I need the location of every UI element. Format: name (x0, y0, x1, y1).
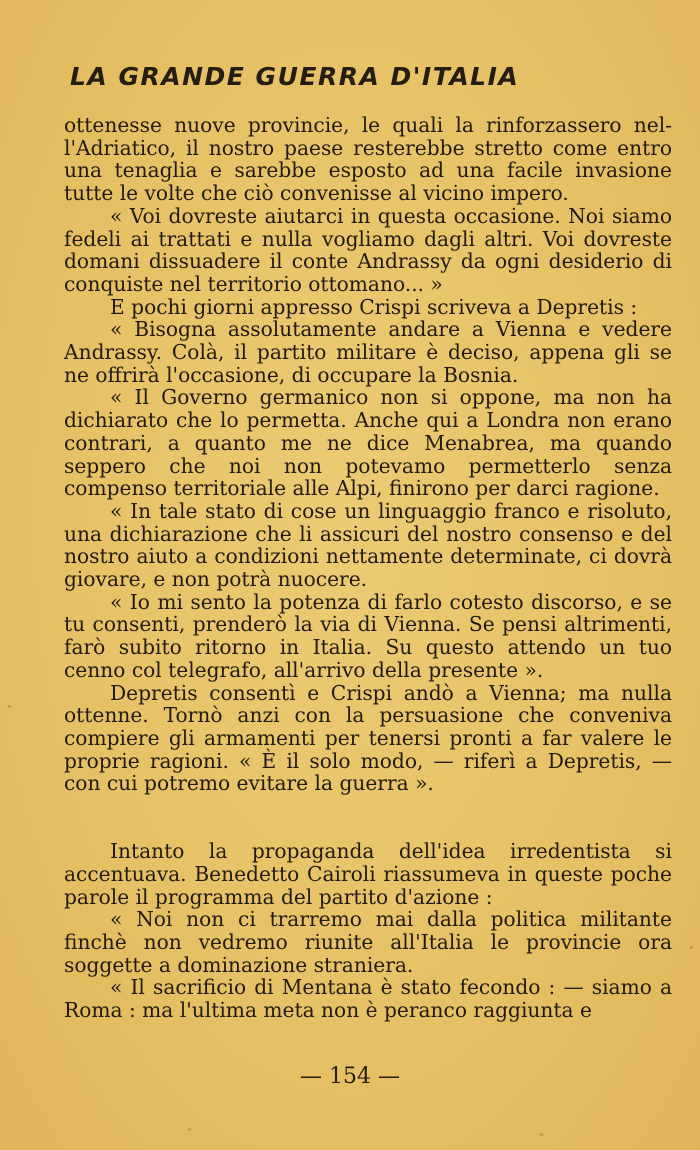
paragraph: E pochi giorni appresso Crispi scriveva a Depretis : (110, 294, 638, 319)
paper-speck (690, 946, 693, 949)
running-head: LA GRANDE GUERRA D'ITALIA (70, 62, 520, 91)
paragraph: « Il Governo germanico non si oppone, ma non ha dichiarato che lo permetta. Anche qui a Londra non erano contrari, a quanto me ne dice Menabrea, ma quando seppero che noi non potevamo permetterlo senza compenso territoriale alle Alpi, finirono per darci ragione. (64, 385, 672, 501)
paragraph: « Il sacrificio di Mentana è stato fecondo : — siamo a Roma : ma l'ultima meta non è peranco raggiunta e (64, 975, 672, 1023)
paragraph: Depretis consentì e Crispi andò a Vienna; ma nulla ottenne. Tornò anzi con la persuasione che conveniva compiere gli armamenti per tenersi pronti a far valere le proprie ragioni. « È il solo modo, — riferì a Depretis, — con cui potremo evitare la guerra ». (64, 680, 672, 796)
paragraph: ottenesse nuove provincie, le quali la rinforzassero nel-l'Adriatico, il nostro paese resterebbe stretto come entro una tenaglia e sarebbe esposto ad una facile invasione tutte le volte che ciò convenisse al vicino impero. (64, 113, 672, 206)
paragraph: Intanto la propaganda dell'idea irredentista si accentuava. Benedetto Cairoli riassumeva in queste poche parole il programma del partito d'azione : (64, 839, 672, 909)
paragraph: « Noi non ci trarremo mai dalla politica militante finchè non vedremo riunite all'Italia le provincie ora soggette a dominazione straniera. (64, 907, 672, 977)
paragraph: « Voi dovreste aiutarci in questa occasione. Noi siamo fedeli ai trattati e nulla vogliamo dagli altri. Voi dovreste domani dissuadere il conte Andrassy da ogni desiderio di conquiste nel territorio ottomano... » (64, 203, 672, 296)
paragraph: « Bisogna assolutamente andare a Vienna e vedere Andrassy. Colà, il partito militare è deciso, appena gli se ne offrirà l'occasione, di occupare la Bosnia. (64, 317, 672, 387)
paragraph: « Io mi sento la potenza di farlo cotesto discorso, e se tu consenti, prenderò la via di Vienna. Se pensi altrimenti, farò subito ritorno in Italia. Su questo attendo un tuo cenno col telegrafo, all'arrivo della presente ». (64, 589, 672, 682)
paper-speck (540, 1133, 543, 1136)
page-number: — 154 — (300, 1064, 400, 1089)
paper-speck (188, 1128, 191, 1131)
paper-speck (8, 705, 11, 708)
paragraph: « In tale stato di cose un linguaggio franco e risoluto, una dichiarazione che li assicuri del nostro consenso e del nostro aiuto a condizioni nettamente determinate, ci dovrà giovare, e non potrà nuocere. (64, 498, 672, 592)
body-text (64, 114, 672, 1022)
